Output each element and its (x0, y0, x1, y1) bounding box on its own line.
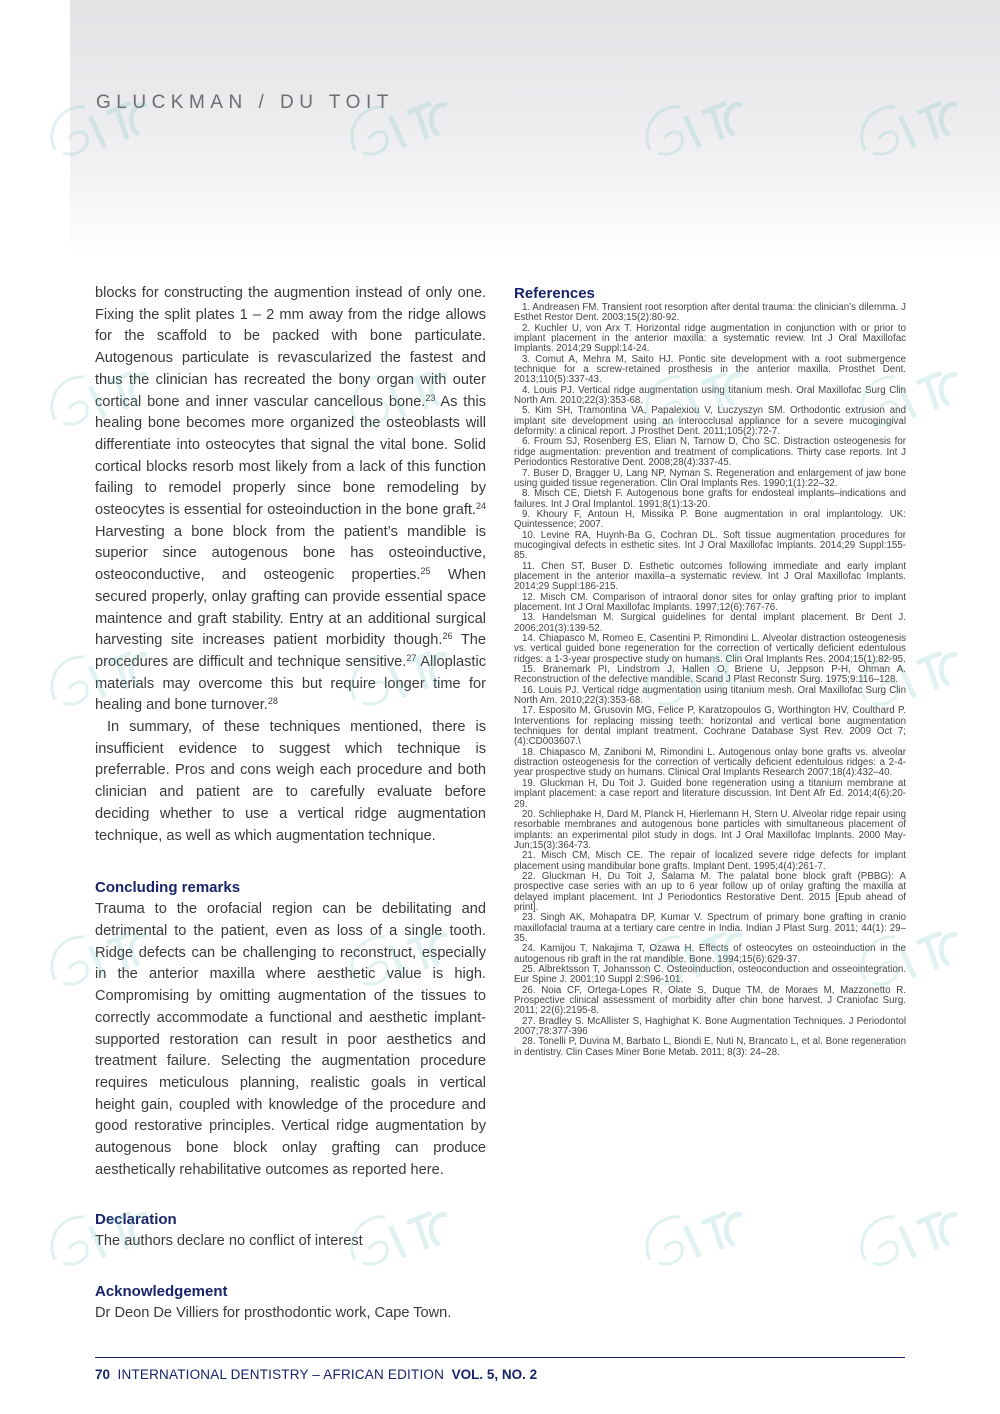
body-text-run: blocks for constructing the augmention instead of only one. Fixing the split plates 1 – 2 mm away from the ridge allows for the scaffold to be packed with bone particulate. Autogenous particulate is revascularized the fastest and thus the clinician has recreated the bony organ with outer cortical bone and inner vascular cancellous bone. (95, 285, 486, 410)
page-number: 70 (95, 1367, 111, 1382)
journal-title: INTERNATIONAL DENTISTRY – AFRICAN EDITION (117, 1367, 445, 1382)
page-footer (95, 1367, 537, 1382)
reference-item: 3. Comut A, Mehra M, Saito HJ. Pontic site development with a root submergence technique for a screw-retained prosthesis in the anterior maxilla. Prosthet Dent. 2013;110(5):337-43. (514, 353, 906, 386)
reference-item: 28. Tonelli P, Duvina M, Barbato L, Biondi E, Nuti N, Brancato L, et al. Bone regeneration in dentistry. Clin Cases Miner Bone Metab. 2011; 8(3): 24–28. (514, 1036, 906, 1058)
references-heading: References (514, 285, 595, 302)
global-itc-watermark-icon (845, 1205, 965, 1275)
citation-superscript: 24 (475, 501, 486, 512)
reference-item: 7. Buser D, Bragger U, Lang NP, Nyman S. Regeneration and enlargement of jaw bone using guided tissue regeneration. Clin Oral Implants Res. 1990;1(1):22–32. (514, 467, 906, 489)
body-text-run: Alloplastic materials may overcome this but require longer time for healing and bone turnover. (95, 653, 486, 714)
reference-item: 12. Misch CM. Comparison of intraoral donor sites for onlay grafting prior to implant placement. Int J Oral Maxillofac Implants. 1997;12(6):767-76. (514, 591, 906, 613)
body-text-run: The procedures are difficult and technique sensitive. (95, 632, 486, 670)
reference-item: 10. Levine RA, Huynh-Ba G, Cochran DL. Soft tissue augmentation procedures for mucogingival defects in esthetic sites. Int J Oral Maxillofac Implants. 2014;29 Suppl:155-85. (514, 529, 906, 562)
reference-item: 1. Andreasen FM. Transient root resorption after dental trauma: the clinician’s dilemma. J Esthet Restor Dent. 2003;15(2):80-92. (514, 302, 906, 324)
citation-superscript: 26 (442, 631, 453, 642)
declaration-heading: Declaration (95, 1211, 177, 1229)
reference-item: 15. Branemark PI, Lindstrom J, Hallen O, Briene U, Jeppson P-H, Ohman A. Reconstruction of the defective mandible. Scand J Plast Reconstr Surg. 1975;9:116–128. (514, 664, 906, 686)
reference-item: 17. Esposito M, Grusovin MG, Felice P, Karatzopoulos G, Worthington HV, Coulthard P. Interventions for replacing missing teeth: horizontal and vertical bone augmentation techniques for dental implant treatment. Cochrane Database Syst Rev. 2009 Oct 7;(4):CD003607.\ (514, 705, 906, 748)
reference-item: 2. Kuchler U, von Arx T. Horizontal ridge augmentation in conjunction with or prior to implant placement in the anterior maxilla: a systematic review. Int J Oral Maxillofac Implants. 2014;29 Suppl:14-24. (514, 322, 906, 355)
body-text (95, 283, 486, 847)
references-column (514, 284, 906, 1058)
reference-item: 16. Louis PJ. Vertical ridge augmentation using titanium mesh. Oral Maxillofac Surg Clin North Am. 2010;22(3):353-68. (514, 684, 906, 707)
reference-item: 5. Kim SH, Tramontina VA, Papalexiou V, Luczyszyn SM. Orthodontic extrusion and implant site development using an interocclusal appliance for a severe mucogingival deformity: a clinical report. J Prosthet Dent. 2011;105(2):72-7. (514, 405, 906, 438)
reference-item: 4. Louis PJ. Vertical ridge augmentation using titanium mesh. Oral Maxillofac Surg Clin North Am. 2010;22(3):353-68. (514, 384, 906, 407)
reference-item: 21. Misch CM, Misch CE. The repair of localized severe ridge defects for implant placement using mandibular bone grafts. Implant Dent. 1995;4(4):261-7. (514, 850, 906, 872)
running-header-authors: GLUCKMAN / DU TOIT (96, 92, 394, 113)
concluding-remarks-text: Trauma to the orofacial region can be debilitating and detrimental to the patient, even as loss of a single tooth. Ridge defects can be challenging to reconstruct, especially in the anterior maxilla where aesthetic value is high. Compromising by omitting augmentation of the tissues to correctly accommodate a functional and aesthetic implant-supported restoration can result in poor aesthetics and treatment failure. Selecting the augmentation procedure requires meticulous planning, realistic goals in vertical height gain, coupled with knowledge of the procedure and good restorative principles. Vertical ridge augmentation by autogenous bone block onlay grafting can produce aesthetically rehabilitative outcomes as reported here. (95, 901, 486, 1178)
citation-superscript: 27 (406, 652, 417, 663)
body-paragraph (95, 283, 486, 717)
reference-item: 24. Kamijou T, Nakajima T, Ozawa H. Effects of osteocytes on osteoinduction in the autogenous rib graft in the rat mandible. Bone. 1994;15(6):629-37. (514, 943, 906, 965)
body-paragraph (95, 717, 486, 847)
header-band (70, 0, 1000, 255)
reference-item: 13. Handelsman M. Surgical guidelines for dental implant placement. Br Dent J. 2006;201(3):139-52. (514, 612, 906, 634)
concluding-remarks-heading: Concluding remarks (95, 879, 241, 897)
body-text-run: In summary, of these techniques mentioned, there is insufficient evidence to suggest which technique is preferrable. Pros and cons weigh each procedure and both clinician and patient are to carefully evaluate before deciding whether to use a vertical ridge augmentation technique, as well as which augmentation technique. (95, 719, 486, 844)
references-list (514, 303, 906, 1058)
volume-issue: VOL. 5, NO. 2 (451, 1367, 538, 1382)
footer-rule (95, 1357, 905, 1358)
left-column (95, 283, 486, 1325)
citation-superscript: 28 (267, 696, 278, 707)
body-text-run: Harvesting a bone block from the patient’s mandible is superior since autogenous bone has osteoinductive, osteoconductive, and osteogenic properties. (95, 523, 486, 584)
reference-item: 23. Singh AK, Mohapatra DP, Kumar V. Spectrum of primary bone grafting in cranio maxillofacial trauma at a tertiary care centre in India. Indian J Plast Surg. 2011; 44(1): 29–35. (514, 912, 906, 944)
reference-item: 8. Misch CE, Dietsh F. Autogenous bone grafts for endosteal implants–indications and failures. Int J Oral Implantol. 1991;8(1):13-20. (514, 488, 906, 510)
reference-item: 6. Froum SJ, Rosenberg ES, Elian N, Tarnow D, Cho SC. Distraction osteogenesis for ridge augmentation: prevention and treatment of complications. Thirty case reports. Int J Periodontics Restorative Dent. 2008;28(4):337-45. (514, 436, 906, 469)
reference-item: 26. Noia CF, Ortega-Lopes R, Olate S, Duque TM, de Moraes M, Mazzonetto R. Prospective clinical assessment of morbidity after chin bone harvest. J Craniofac Surg. 2011; 22(6):2195-8. (514, 984, 906, 1017)
citation-superscript: 23 (425, 392, 436, 403)
declaration-text: The authors declare no conflict of interest (95, 1233, 363, 1250)
reference-item: 27. Bradley S. McAllister S, Haghighat K. Bone Augmentation Techniques. J Periodontol 2007;78:377-396 (514, 1015, 906, 1038)
global-itc-watermark-icon (630, 1205, 750, 1275)
reference-item: 18. Chiapasco M, Zaniboni M, Rimondini L. Autogenous onlay bone grafts vs. alveolar distraction osteogenesis for the correction of vertically deficient edentulous ridges: a 2-4-year prospective study on humans. Clinical Oral Implants Research 2007;18(4):432–40. (514, 746, 906, 779)
reference-item: 11. Chen ST, Buser D. Esthetic outcomes following immediate and early implant placement in the anterior maxilla–a systematic review. Int J Oral Maxillofac Implants. 2014;29 Suppl:186-215. (514, 560, 906, 593)
reference-item: 9. Khoury F, Antoun H, Missika P. Bone augmentation in oral implantology. UK: Quintessence; 2007. (514, 508, 906, 531)
reference-item: 22. Gluckman H, Du Toit J, Salama M. The palatal bone block graft (PBBG): A prospective case series with an up to 6 year follow up of onlay grafting the maxilla at delayed implant placement. Int J Periodontics Restorative Dent. 2015 [Epub ahead of print]. (514, 870, 906, 913)
reference-item: 14. Chiapasco M, Romeo E, Casentini P, Rimondini L. Alveolar distraction osteogenesis vs. vertical guided bone regeneration for the correction of vertically deficient edentulous ridges: a 1-3-year prospective study on humans. Clin Oral Implants Res. 2004;15(1):82-95. (514, 633, 906, 665)
acknowledgement-heading: Acknowledgement (95, 1283, 228, 1301)
body-text-run: When secured properly, onlay grafting can provide essential space maintence and graft stability. Entry at an additional surgical harvesting site increases patient morbidity though. (95, 567, 486, 649)
citation-superscript: 25 (420, 566, 431, 577)
reference-item: 20. Schliephake H, Dard M, Planck H, Hierlemann H, Stern U. Alveolar ridge repair using resorbable membranes and autogenous bone particles with simultaneous placement of implants: an experimental pilot study in dogs. Int J Oral Maxillofac Implants. 2000 May-Jun;15(3):364-73. (514, 808, 906, 851)
reference-item: 19. Gluckman H, Du Toit J. Guided bone regeneration using a titanium membrane at implant placement: a case report and literature discussion. Int Dent Afr Ed. 2014;4(6):20-29. (514, 777, 906, 810)
body-text-run: As this healing bone becomes more organized the osteoblasts will differentiate into osteocytes that signal the vital bone. Solid cortical blocks resorb most likely from a lack of this function failing to remodel properly since bone remodeling by osteocytes is essential for osteoinduction in the bone graft. (95, 393, 487, 519)
acknowledgement-text: Dr Deon De Villiers for prosthodontic work, Cape Town. (95, 1305, 452, 1322)
reference-item: 25. Albrektsson T, Johansson C. Osteoinduction, osteoconduction and osseointegration. Eur Spine J. 2001;10 Suppl 2:S96-101. (514, 964, 906, 986)
